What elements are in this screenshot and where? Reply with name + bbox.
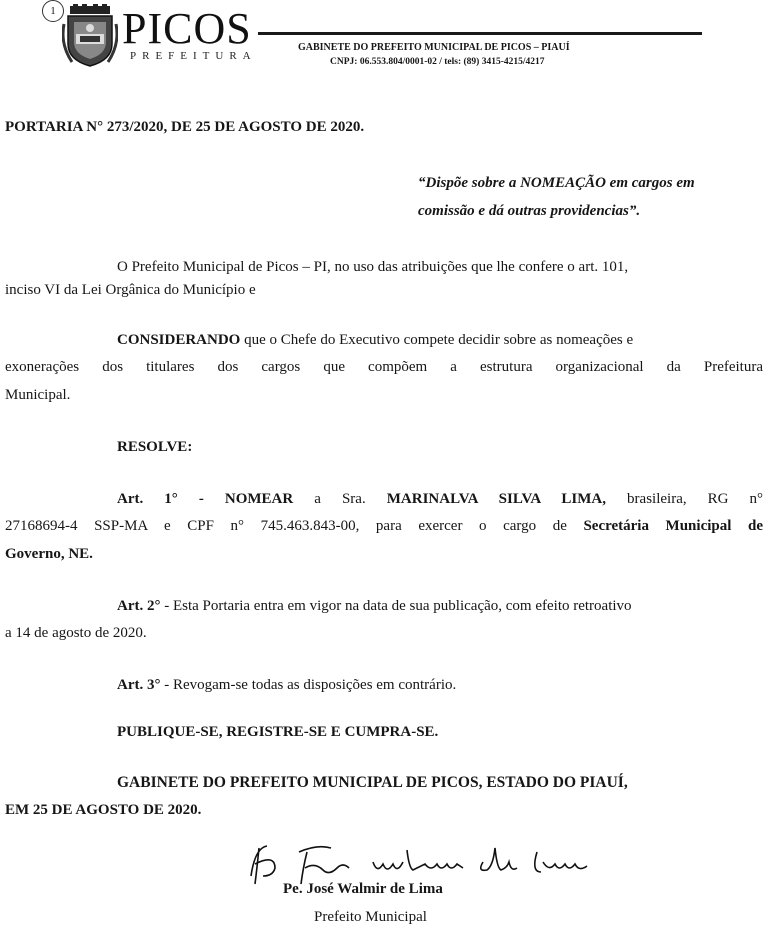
art2-label: Art. 2° — [117, 598, 161, 614]
header-rule — [258, 32, 702, 35]
brand-name: PICOS — [122, 4, 252, 53]
summary-line-2: comissão e dá outras providencias”. — [418, 203, 641, 219]
intro-line-1: O Prefeito Municipal de Picos – PI, no uso das atribuições que lhe confere o art. 101, — [117, 259, 629, 275]
art1-line-1: Art. 1° - NOMEAR a Sra. MARINALVA SILVA LIMA, brasileira, RG n° — [117, 491, 764, 507]
office-contact: CNPJ: 06.553.804/0001-02 / tels: (89) 3415-4215/4217 — [330, 57, 545, 67]
considerando-keyword: CONSIDERANDO — [117, 332, 241, 348]
considerando-line-1: CONSIDERANDO que o Chefe do Executivo compete decidir sobre as nomeações e — [117, 332, 634, 348]
art2-line-1: Art. 2° - Esta Portaria entra em vigor na data de sua publicação, com efeito retroativo — [117, 598, 632, 614]
closing-line-1: GABINETE DO PREFEITO MUNICIPAL DE PICOS, ESTADO DO PIAUÍ, — [117, 774, 628, 791]
page-number: 1 — [50, 5, 56, 17]
art2-line-2: a 14 de agosto de 2020. — [5, 625, 147, 641]
office-name: GABINETE DO PREFEITO MUNICIPAL DE PICOS – PIAUÍ — [298, 42, 570, 53]
signatory-name: Pe. José Walmir de Lima — [283, 881, 443, 897]
considerando-line-3: Municipal. — [5, 387, 71, 403]
art3-label: Art. 3° — [117, 677, 161, 693]
publish-statement: PUBLIQUE-SE, REGISTRE-SE E CUMPRA-SE. — [117, 724, 439, 740]
page-number-badge — [42, 0, 64, 22]
brand-subtitle: PREFEITURA — [130, 50, 257, 62]
art3-line: Art. 3° - Revogam-se todas as disposições em contrário. — [117, 677, 457, 693]
art1-position: Secretária Municipal de — [583, 518, 763, 534]
closing-line-2: EM 25 DE AGOSTO DE 2020. — [5, 802, 202, 818]
signatory-role: Prefeito Municipal — [314, 909, 427, 925]
intro-line-2: inciso VI da Lei Orgânica do Município e — [5, 282, 256, 298]
art1-label: Art. 1° - NOMEAR — [117, 491, 294, 507]
art1-nominee: MARINALVA SILVA LIMA, — [386, 491, 606, 507]
art1-line-3: Governo, NE. — [5, 546, 93, 562]
art1-line-2: 27168694-4 SSP-MA e CPF n° 745.463.843-00, para exercer o cargo de Secretária Municipal de — [5, 518, 763, 534]
coat-of-arms-icon — [62, 4, 118, 68]
resolve-heading: RESOLVE: — [117, 439, 193, 455]
summary-line-1: “Dispõe sobre a NOMEAÇÃO em cargos em — [418, 175, 695, 191]
considerando-line-2: exonerações dos titulares dos cargos que compõem a estrutura organizacional da Prefeitura — [5, 359, 763, 375]
document-title: PORTARIA N° 273/2020, DE 25 DE AGOSTO DE 2020. — [5, 119, 365, 135]
